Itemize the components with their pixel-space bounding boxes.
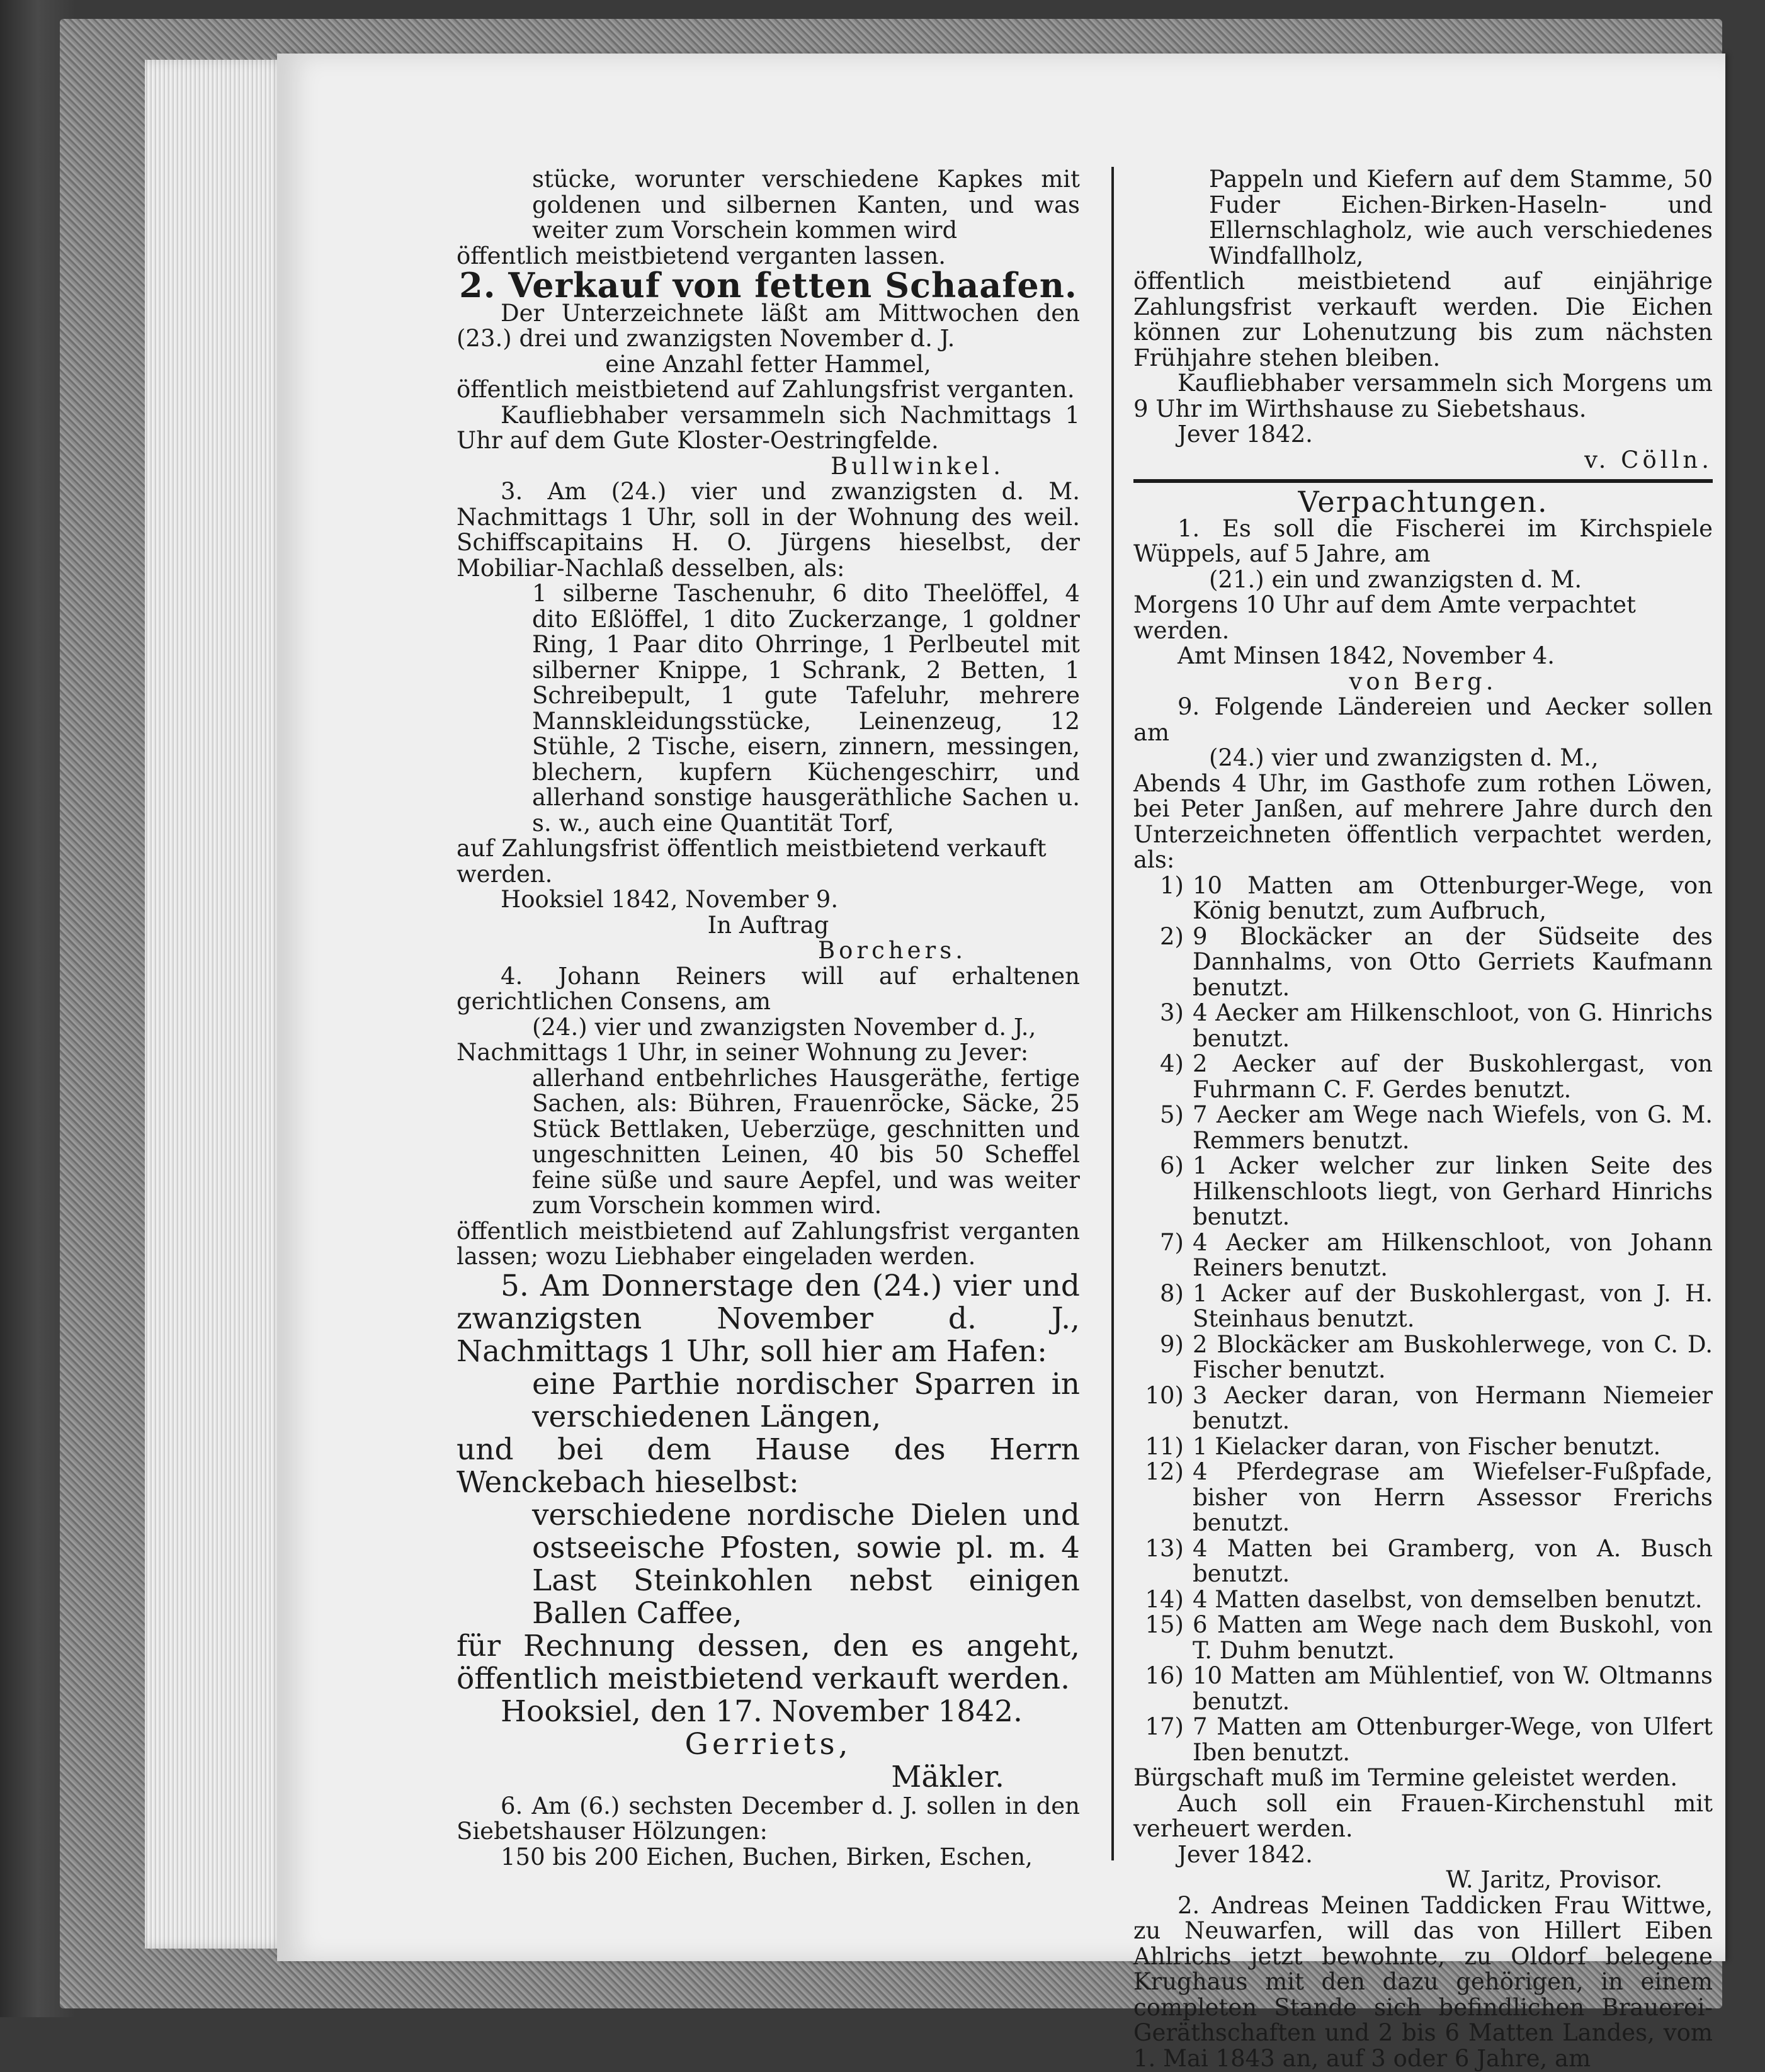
item-number: 11)	[1145, 1432, 1184, 1460]
item-text: 3 Aecker daran, von Hermann Niemeier benutzt.	[1193, 1381, 1713, 1434]
signature: von Berg.	[1349, 667, 1497, 695]
list-item	[1133, 1000, 1713, 1051]
item-text: 1 Acker auf der Buskohlergast, von J. H. Steinhaus benutzt.	[1193, 1279, 1713, 1332]
paragraph: In Auftrag	[707, 911, 829, 939]
item-text: 7 Matten am Ottenburger-Wege, von Ulfert Iben benutzt.	[1193, 1713, 1713, 1766]
paragraph: Morgens 10 Uhr auf dem Amte verpachtet werden.	[1133, 591, 1636, 644]
item-text: 4 Aecker am Hilkenschloot, von G. Hinrichs benutzt.	[1193, 999, 1713, 1052]
item-number: 14)	[1145, 1585, 1184, 1613]
item-number: 10)	[1145, 1381, 1184, 1409]
paragraph: öffentlich meistbietend verganten lassen.	[457, 242, 946, 269]
signature-title: Mäkler.	[891, 1759, 1004, 1794]
lease-list	[1133, 873, 1713, 1766]
paragraph: 3. Am (24.) vier und zwanzigsten d. M. Nachmittags 1 Uhr, soll in der Wohnung des weil. Schiffscapitains H. O. Jürgens hieselbst, der Mobiliar-Nachlaß desselben, als:	[457, 478, 1080, 582]
item-text: 6 Matten am Wege nach dem Buskohl, von T. Duhm benutzt.	[1193, 1611, 1713, 1664]
right-column	[1133, 167, 1713, 2071]
item-number: 8)	[1160, 1279, 1184, 1307]
book-page	[277, 54, 1725, 2072]
list-item	[1133, 873, 1713, 924]
item-number: 7)	[1160, 1228, 1184, 1256]
item-text: 1 Kielacker daran, von Fischer benutzt.	[1193, 1432, 1661, 1460]
signature: Bullwinkel.	[831, 452, 1004, 480]
item-text: 4 Pferdegrase am Wiefelser-Fußpfade, bisher von Herrn Assessor Frerichs benutzt.	[1193, 1458, 1713, 1536]
place-date: Hooksiel, den 17. November 1842.	[501, 1694, 1023, 1729]
item-number: 3)	[1160, 999, 1184, 1026]
list-item	[1133, 1102, 1713, 1153]
paragraph: 9. Folgende Ländereien und Aecker sollen am	[1133, 693, 1713, 746]
paragraph: öffentlich meistbietend auf Zahlungsfrist verganten.	[457, 376, 1075, 403]
paragraph: eine Anzahl fetter Hammel,	[605, 350, 931, 378]
left-column	[457, 167, 1080, 1870]
item-number: 4)	[1160, 1050, 1184, 1077]
paragraph: 4. Johann Reiners will auf erhaltenen gerichtlichen Consens, am	[457, 962, 1080, 1015]
paragraph: Kaufliebhaber versammeln sich Morgens um 9 Uhr im Wirthshause zu Siebetshaus.	[1133, 370, 1713, 422]
paragraph: und bei dem Hause des Herrn Wenckebach hieselbst:	[457, 1432, 1080, 1500]
list-item	[1133, 1332, 1713, 1383]
signature: Gerriets,	[684, 1726, 852, 1762]
list-item	[1133, 1383, 1713, 1434]
item-text: 2 Blockäcker am Buskohlerwege, von C. D. Fischer benutzt.	[1193, 1330, 1713, 1383]
list-item	[1133, 1714, 1713, 1765]
item-number: 15)	[1145, 1611, 1184, 1638]
item-list: eine Parthie nordischer Sparren in verschiedenen Längen,	[532, 1366, 1080, 1434]
item-text: 10 Matten am Mühlentief, von W. Oltmanns benutzt.	[1193, 1662, 1713, 1715]
place-date: Jever 1842.	[1178, 421, 1313, 448]
item-list: verschiedene nordische Dielen und ostseeische Pfosten, sowie pl. m. 4 Last Steinkohlen nebst einigen Ballen Caffee,	[532, 1497, 1080, 1631]
item-list: allerhand entbehrliches Hausgeräthe, fertige Sachen, als: Bühren, Frauenröcke, Säcke, 25 Stück Bettlaken, Ueberzüge, geschnitten und ungeschnitten Leinen, 40 bis 50 Scheffel feine süße und saure Aepfel, und was weiter zum Vorschein kommen wird.	[532, 1064, 1080, 1219]
item-text: 4 Matten bei Gramberg, von A. Busch benutzt.	[1193, 1534, 1713, 1587]
item-number: 6)	[1160, 1152, 1184, 1179]
item-text: 4 Matten daselbst, von demselben benutzt.	[1193, 1585, 1703, 1613]
list-item	[1133, 1612, 1713, 1663]
item-text: 7 Aecker am Wege nach Wiefels, von G. M. Remmers benutzt.	[1193, 1101, 1713, 1154]
column-divider	[1111, 167, 1114, 1860]
place-date: Hooksiel 1842, November 9.	[501, 886, 839, 913]
item-text: 1 Acker welcher zur linken Seite des Hilkenschloots liegt, von Gerhard Hinrichs benutzt.	[1193, 1152, 1713, 1230]
item-number: 12)	[1145, 1458, 1184, 1485]
date-line: (24.) vier und zwanzigsten November d. J.,	[532, 1013, 1036, 1041]
paragraph: 150 bis 200 Eichen, Buchen, Birken, Eschen,	[501, 1843, 1033, 1871]
item-number: 2)	[1160, 922, 1184, 950]
list-item	[1133, 1281, 1713, 1332]
list-item	[1133, 1536, 1713, 1587]
signature: v. Cölln.	[1584, 446, 1713, 473]
paragraph: öffentlich meistbietend auf Zahlungsfrist verganten lassen; wozu Liebhaber eingeladen werden.	[457, 1217, 1080, 1270]
list-item	[1133, 1434, 1713, 1460]
item-number: 13)	[1145, 1534, 1184, 1562]
paragraph: Nachmittags 1 Uhr, in seiner Wohnung zu Jever:	[457, 1039, 1029, 1066]
list-item	[1133, 1230, 1713, 1281]
paragraph: 1. Es soll die Fischerei im Kirchspiele Wüppels, auf 5 Jahre, am	[1133, 514, 1713, 567]
item-text: 2 Aecker auf der Buskohlergast, von Fuhrmann C. F. Gerdes benutzt.	[1193, 1050, 1713, 1103]
paragraph: Bürgschaft muß im Termine geleistet werden.	[1133, 1764, 1678, 1791]
signature: Borchers.	[817, 937, 967, 964]
paragraph: Abends 4 Uhr, im Gasthofe zum rothen Löwen, bei Peter Janßen, auf mehrere Jahre durch den Unterzeichneten öffentlich verpachtet werden, als:	[1133, 769, 1713, 873]
date-line: (21.) ein und zwanzigsten d. M.	[1209, 565, 1582, 593]
paragraph: für Rechnung dessen, den es angeht, öffentlich meistbietend verkauft werden.	[457, 1628, 1080, 1696]
item-list: 1 silberne Taschenuhr, 6 dito Theelöffel, 4 dito Eßlöffel, 1 dito Zuckerzange, 1 goldner Ring, 1 Paar dito Ohrringe, 1 Perlbeutel mit silberner Knippe, 1 Schrank, 2 Betten, 1 Schreibepult, 1 gute Tafeluhr, mehrere Mannskleidungsstücke, Leinenzeug, 12 Stühle, 2 Tische, eisern, zinnern, messingen, blechern, kupfern Küchengeschirr, und allerhand sonstige hausgeräthliche Sachen u. s. w., auch eine Quantität Torf,	[532, 580, 1080, 837]
place-date: Amt Minsen 1842, November 4.	[1178, 642, 1555, 669]
item-text: 9 Blockäcker an der Südseite des Dannhalms, von Otto Gerriets Kaufmann benutzt.	[1193, 922, 1713, 1001]
paragraph: öffentlich meistbietend auf einjährige Zahlungsfrist verkauft werden. Die Eichen können zur Lohenutzung bis zum nächsten Frühjahre stehen bleiben.	[1133, 268, 1713, 371]
paragraph: 5. Am Donnerstage den (24.) vier und zwanzigsten November d. J., Nachmittags 1 Uhr, soll hier am Hafen:	[457, 1268, 1080, 1369]
paragraph: Pappeln und Kiefern auf dem Stamme, 50 Fuder Eichen-Birken-Haseln- und Ellernschlagholz, wie auch verschiedenes Windfallholz,	[1209, 166, 1713, 269]
item-number: 9)	[1160, 1330, 1184, 1358]
paragraph: Der Unterzeichnete läßt am Mittwochen den (23.) drei und zwanzigsten November d. J.	[457, 299, 1080, 352]
paragraph: 2. Andreas Meinen Taddicken Frau Wittwe, zu Neuwarfen, will das von Hillert Eiben Ahlrichs jetzt bewohnte, zu Oldorf belegene Krughaus mit den dazu gehörigen, in einem completen Stande sich befindlichen Brauerei-Geräthschaften und 2 bis 6 Matten Landes, vom 1. Mai 1843 an, auf 3 oder 6 Jahre, am	[1133, 1891, 1713, 2072]
list-item	[1133, 1153, 1713, 1230]
list-item	[1133, 924, 1713, 1001]
paragraph: Auch soll ein Frauen-Kirchenstuhl mit verheuert werden.	[1133, 1789, 1713, 1842]
section-heading: Verpachtungen.	[1298, 485, 1548, 519]
signature: W. Jaritz, Provisor.	[1446, 1866, 1662, 1893]
item-text: 10 Matten am Ottenburger-Wege, von König benutzt, zum Aufbruch,	[1193, 871, 1713, 924]
item-number: 16)	[1145, 1662, 1184, 1689]
item-text: 4 Aecker am Hilkenschloot, von Johann Reiners benutzt.	[1193, 1228, 1713, 1281]
list-item	[1133, 1587, 1713, 1613]
place-date: Jever 1842.	[1178, 1840, 1313, 1868]
date-line: (24.) vier und zwanzigsten d. M.,	[1209, 744, 1599, 771]
page-edges	[145, 60, 290, 1949]
item-number: 17)	[1145, 1713, 1184, 1740]
paragraph: auf Zahlungsfrist öffentlich meistbietend verkauft werden.	[457, 835, 1047, 888]
item-number: 1)	[1160, 871, 1184, 899]
list-item	[1133, 1459, 1713, 1536]
list-item	[1133, 1051, 1713, 1102]
section-heading: 2. Verkauf von fetten Schaafen.	[459, 265, 1077, 305]
paragraph: Kaufliebhaber versammeln sich Nachmittags 1 Uhr auf dem Gute Kloster-Oestringfelde.	[457, 401, 1080, 454]
section-rule	[1133, 479, 1713, 483]
paragraph: stücke, worunter verschiedene Kapkes mit goldenen und silbernen Kanten, und was weiter zum Vorschein kommen wird	[532, 166, 1080, 244]
paragraph: 6. Am (6.) sechsten December d. J. sollen in den Siebetshauser Hölzungen:	[457, 1792, 1080, 1845]
item-number: 5)	[1160, 1101, 1184, 1128]
list-item	[1133, 1663, 1713, 1714]
